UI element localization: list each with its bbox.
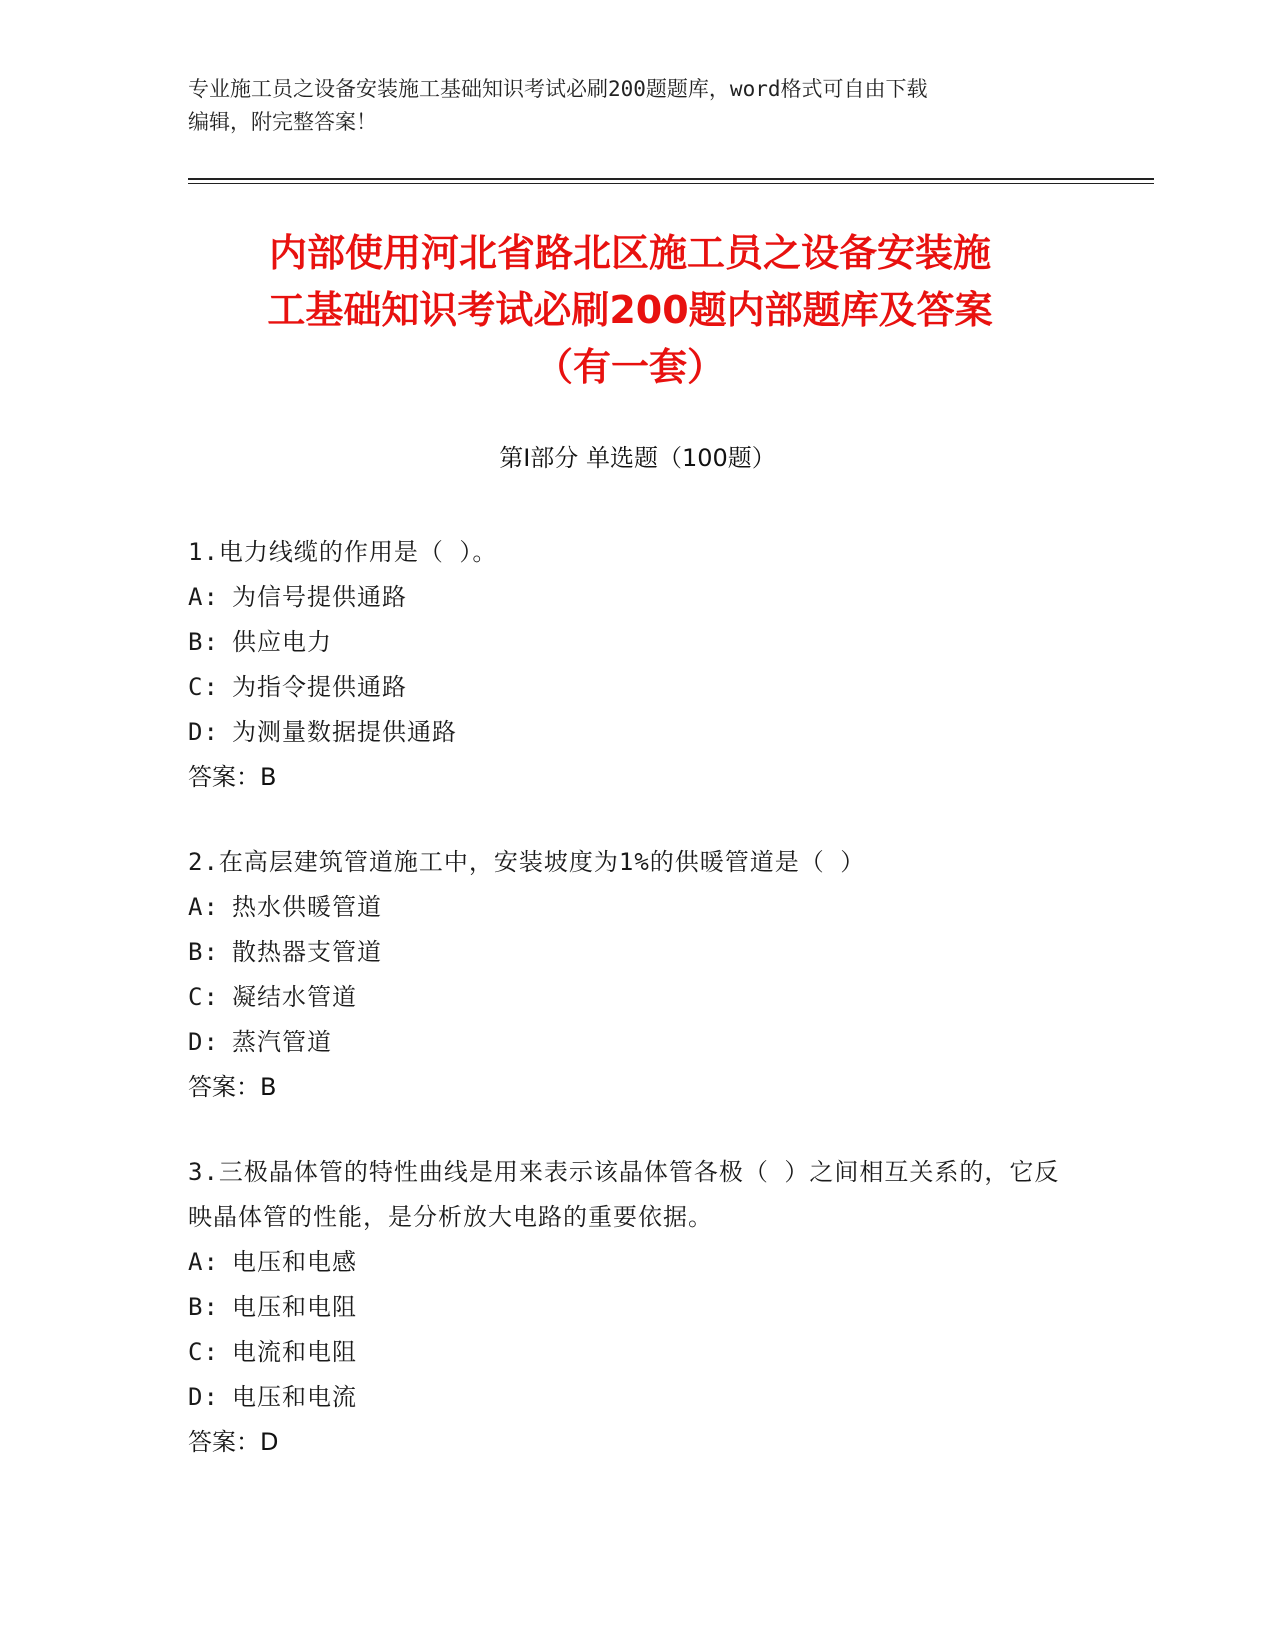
document-title	[180, 225, 1080, 396]
option-c	[188, 665, 1068, 710]
question-1	[188, 530, 1068, 800]
option-text: 电压和电流	[232, 1383, 357, 1411]
option-c	[188, 1330, 1068, 1375]
option-text: 电压和电感	[232, 1248, 357, 1276]
question-list	[188, 530, 1068, 1505]
question-stem: 1.电力线缆的作用是（ ）。	[188, 538, 498, 566]
option-text: 电流和电阻	[232, 1338, 357, 1366]
answer: 答案：B	[188, 763, 277, 791]
option-d	[188, 710, 1068, 755]
question-3	[188, 1150, 1068, 1465]
option-b	[188, 930, 1068, 975]
option-key: D:	[188, 1028, 219, 1056]
option-text: 凝结水管道	[232, 983, 357, 1011]
option-text: 供应电力	[232, 628, 332, 656]
option-text: 为测量数据提供通路	[232, 718, 457, 746]
option-text: 为指令提供通路	[232, 673, 407, 701]
option-a	[188, 885, 1068, 930]
option-c	[188, 975, 1068, 1020]
question-stem: 3.三极晶体管的特性曲线是用来表示该晶体管各极（ ）之间相互关系的，它反映晶体管的性能，是分析放大电路的重要依据。	[188, 1158, 1060, 1231]
option-text: 热水供暖管道	[232, 893, 382, 921]
option-key: B:	[188, 938, 219, 966]
option-key: D:	[188, 718, 219, 746]
option-key: C:	[188, 673, 219, 701]
option-key: D:	[188, 1383, 219, 1411]
option-key: A:	[188, 583, 219, 611]
document-header	[188, 73, 1068, 139]
option-d	[188, 1375, 1068, 1420]
option-b	[188, 1285, 1068, 1330]
header-divider-bottom	[188, 183, 1154, 184]
option-key: C:	[188, 983, 219, 1011]
option-b	[188, 620, 1068, 665]
option-a	[188, 575, 1068, 620]
option-text: 电压和电阻	[232, 1293, 357, 1321]
answer: 答案：D	[188, 1428, 279, 1456]
option-key: B:	[188, 1293, 219, 1321]
question-2	[188, 840, 1068, 1110]
header-line-1: 专业施工员之设备安装施工基础知识考试必刷200题题库，word格式可自由下载	[188, 77, 928, 101]
option-text: 为信号提供通路	[232, 583, 407, 611]
option-d	[188, 1020, 1068, 1065]
option-text: 散热器支管道	[232, 938, 382, 966]
option-a	[188, 1240, 1068, 1285]
header-line-2: 编辑，附完整答案！	[188, 110, 377, 134]
option-key: C:	[188, 1338, 219, 1366]
answer: 答案：B	[188, 1073, 277, 1101]
title-line-1: 内部使用河北省路北区施工员之设备安装施	[268, 231, 991, 275]
title-line-3: （有一套）	[534, 345, 725, 389]
option-key: A:	[188, 893, 219, 921]
option-text: 蒸汽管道	[232, 1028, 332, 1056]
header-divider-top	[188, 178, 1154, 180]
section-heading: 第Ⅰ部分 单选题（100题）	[499, 444, 776, 472]
question-stem: 2.在高层建筑管道施工中，安装坡度为1%的供暖管道是（ ）	[188, 848, 866, 876]
title-line-2: 工基础知识考试必刷200题内部题库及答案	[267, 288, 993, 332]
option-key: B:	[188, 628, 219, 656]
option-key: A:	[188, 1248, 219, 1276]
